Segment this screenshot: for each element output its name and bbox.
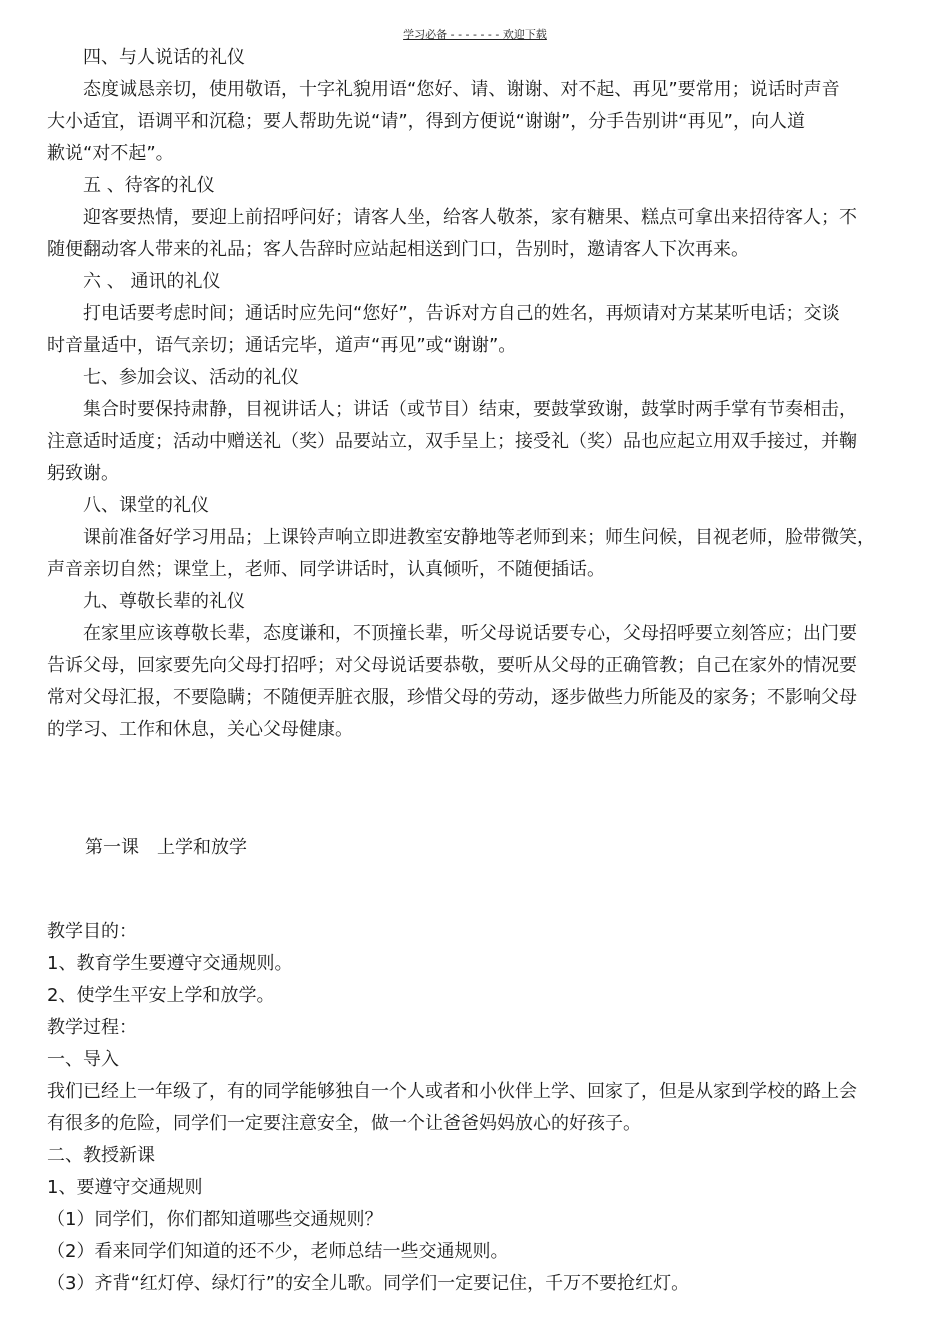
section-classroom	[47, 490, 909, 586]
section-elders	[47, 586, 909, 746]
paragraph-line: 态度诚恳亲切，使用敬语，十字礼貌用语“您好、请、谢谢、对不起、再见”要常用；说话时声音	[83, 79, 840, 100]
paragraph-line: 打电话要考虑时间；通话时应先问“您好”，告诉对方自己的姓名，再烦请对方某某听电话；交谈	[83, 303, 840, 324]
paragraph-line: 有很多的危险，同学们一定要注意安全，做一个让爸爸妈妈放心的好孩子。	[47, 1113, 641, 1134]
section-paragraph	[47, 74, 909, 170]
section-speaking	[47, 42, 909, 170]
paragraph-line: 声音亲切自然；课堂上，老师、同学讲话时，认真倾听，不随便插话。	[47, 559, 605, 580]
paragraph-line: 躬致谢。	[47, 463, 119, 484]
paragraph-line: 注意适时适度；活动中赠送礼（奖）品要站立，双手呈上；接受礼（奖）品也应起立用双手接过，并鞠	[47, 431, 857, 452]
paragraph-line: 歉说“对不起”。	[47, 143, 174, 164]
section-paragraph	[47, 202, 909, 266]
goal-item: 1、教育学生要遵守交通规则。	[47, 953, 293, 974]
paragraph-line: 课前准备好学习用品；上课铃声响立即进教室安静地等老师到来；师生问候，目视老师，脸带微笑，	[83, 527, 875, 548]
spacer	[47, 864, 909, 916]
header-text: 学习必备 - - - - - - - 欢迎下载	[403, 28, 547, 41]
sub-item: （3）齐背“红灯停、绿灯行”的安全儿歌。同学们一定要记住，千万不要抢红灯。	[47, 1273, 690, 1294]
intro-paragraph	[47, 1076, 909, 1140]
part-heading-intro: 一、导入	[47, 1049, 119, 1070]
paragraph-line: 随便翻动客人带来的礼品；客人告辞时应站起相送到门口，告别时，邀请客人下次再来。	[47, 239, 749, 260]
paragraph-line: 时音量适中，语气亲切；通话完毕，道声“再见”或“谢谢”。	[47, 335, 517, 356]
section-paragraph	[47, 394, 909, 490]
goal-item: 2、使学生平安上学和放学。	[47, 985, 275, 1006]
section-heading: 六 、 通讯的礼仪	[83, 271, 221, 292]
page-header	[0, 28, 950, 42]
section-heading: 七、参加会议、活动的礼仪	[83, 367, 299, 388]
section-heading: 八、课堂的礼仪	[83, 495, 209, 516]
paragraph-line: 的学习、工作和休息，关心父母健康。	[47, 719, 353, 740]
section-paragraph	[47, 522, 909, 586]
section-meetings	[47, 362, 909, 490]
section-heading: 九、尊敬长辈的礼仪	[83, 591, 245, 612]
lesson-title: 第一课 上学和放学	[85, 837, 247, 858]
section-communication	[47, 266, 909, 362]
goals-label: 教学目的：	[47, 921, 137, 942]
paragraph-line: 告诉父母，回家要先向父母打招呼；对父母说话要恭敬，要听从父母的正确管教；自己在家外的情况要	[47, 655, 857, 676]
process-label: 教学过程：	[47, 1017, 137, 1038]
section-heading: 四、与人说话的礼仪	[83, 47, 245, 68]
part-heading-new-lesson: 二、教授新课	[47, 1145, 155, 1166]
section-guests	[47, 170, 909, 266]
sub-item: （2）看来同学们知道的还不少，老师总结一些交通规则。	[47, 1241, 509, 1262]
section-paragraph	[47, 298, 909, 362]
paragraph-line: 在家里应该尊敬长辈，态度谦和，不顶撞长辈，听父母说话要专心，父母招呼要立刻答应；出门要	[83, 623, 857, 644]
section-heading: 五 、待客的礼仪	[83, 175, 215, 196]
paragraph-line: 常对父母汇报，不要隐瞒；不随便弄脏衣服，珍惜父母的劳动，逐步做些力所能及的家务；不影响父母	[47, 687, 857, 708]
paragraph-line: 集合时要保持肃静，目视讲话人；讲话（或节目）结束，要鼓掌致谢，鼓掌时两手掌有节奏相击，	[83, 399, 857, 420]
sub-item: （1）同学们，你们都知道哪些交通规则？	[47, 1209, 383, 1230]
paragraph-line: 我们已经上一年级了，有的同学能够独自一个人或者和小伙伴上学、回家了，但是从家到学校的路上会	[47, 1081, 857, 1102]
paragraph-line: 大小适宜，语调平和沉稳；要人帮助先说“请”，得到方便说“谢谢”，分手告别讲“再见”，向人道	[47, 111, 805, 132]
document-page	[47, 42, 909, 1300]
lesson-body	[47, 916, 909, 1300]
paragraph-line: 迎客要热情，要迎上前招呼问好；请客人坐，给客人敬茶，家有糖果、糕点可拿出来招待客人；不	[83, 207, 857, 228]
item-traffic-rules: 1、要遵守交通规则	[47, 1177, 203, 1198]
section-paragraph	[47, 618, 909, 746]
